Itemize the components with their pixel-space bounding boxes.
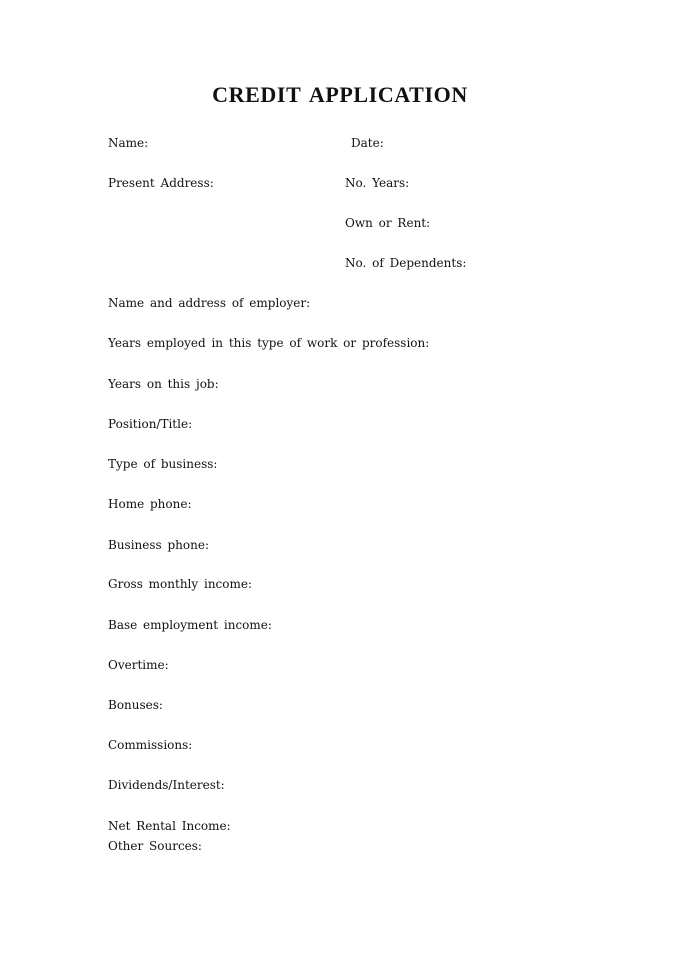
other-sources-label: Other Sources: bbox=[108, 839, 202, 853]
own-or-rent-label: Own or Rent: bbox=[345, 216, 431, 230]
overtime-label: Overtime: bbox=[108, 658, 169, 672]
years-employed-label: Years employed in this type of work or profession: bbox=[108, 336, 430, 350]
employer-label: Name and address of employer: bbox=[108, 296, 311, 310]
years-on-job-label: Years on this job: bbox=[108, 377, 219, 391]
net-rental-income-label: Net Rental Income: bbox=[108, 819, 231, 833]
page-title: CREDIT APPLICATION bbox=[212, 82, 468, 107]
name-label: Name: bbox=[108, 136, 149, 150]
business-phone-label: Business phone: bbox=[108, 538, 210, 552]
position-title-label: Position/Title: bbox=[108, 417, 193, 431]
dividends-interest-label: Dividends/Interest: bbox=[108, 778, 225, 792]
no-dependents-label: No. of Dependents: bbox=[345, 256, 467, 270]
commissions-label: Commissions: bbox=[108, 738, 193, 752]
base-employment-income-label: Base employment income: bbox=[108, 618, 272, 632]
no-years-label: No. Years: bbox=[345, 176, 410, 190]
gross-monthly-income-label: Gross monthly income: bbox=[108, 577, 253, 591]
bonuses-label: Bonuses: bbox=[108, 698, 163, 712]
date-label: Date: bbox=[351, 136, 384, 150]
home-phone-label: Home phone: bbox=[108, 497, 192, 511]
type-of-business-label: Type of business: bbox=[108, 457, 218, 471]
present-address-label: Present Address: bbox=[108, 176, 214, 190]
